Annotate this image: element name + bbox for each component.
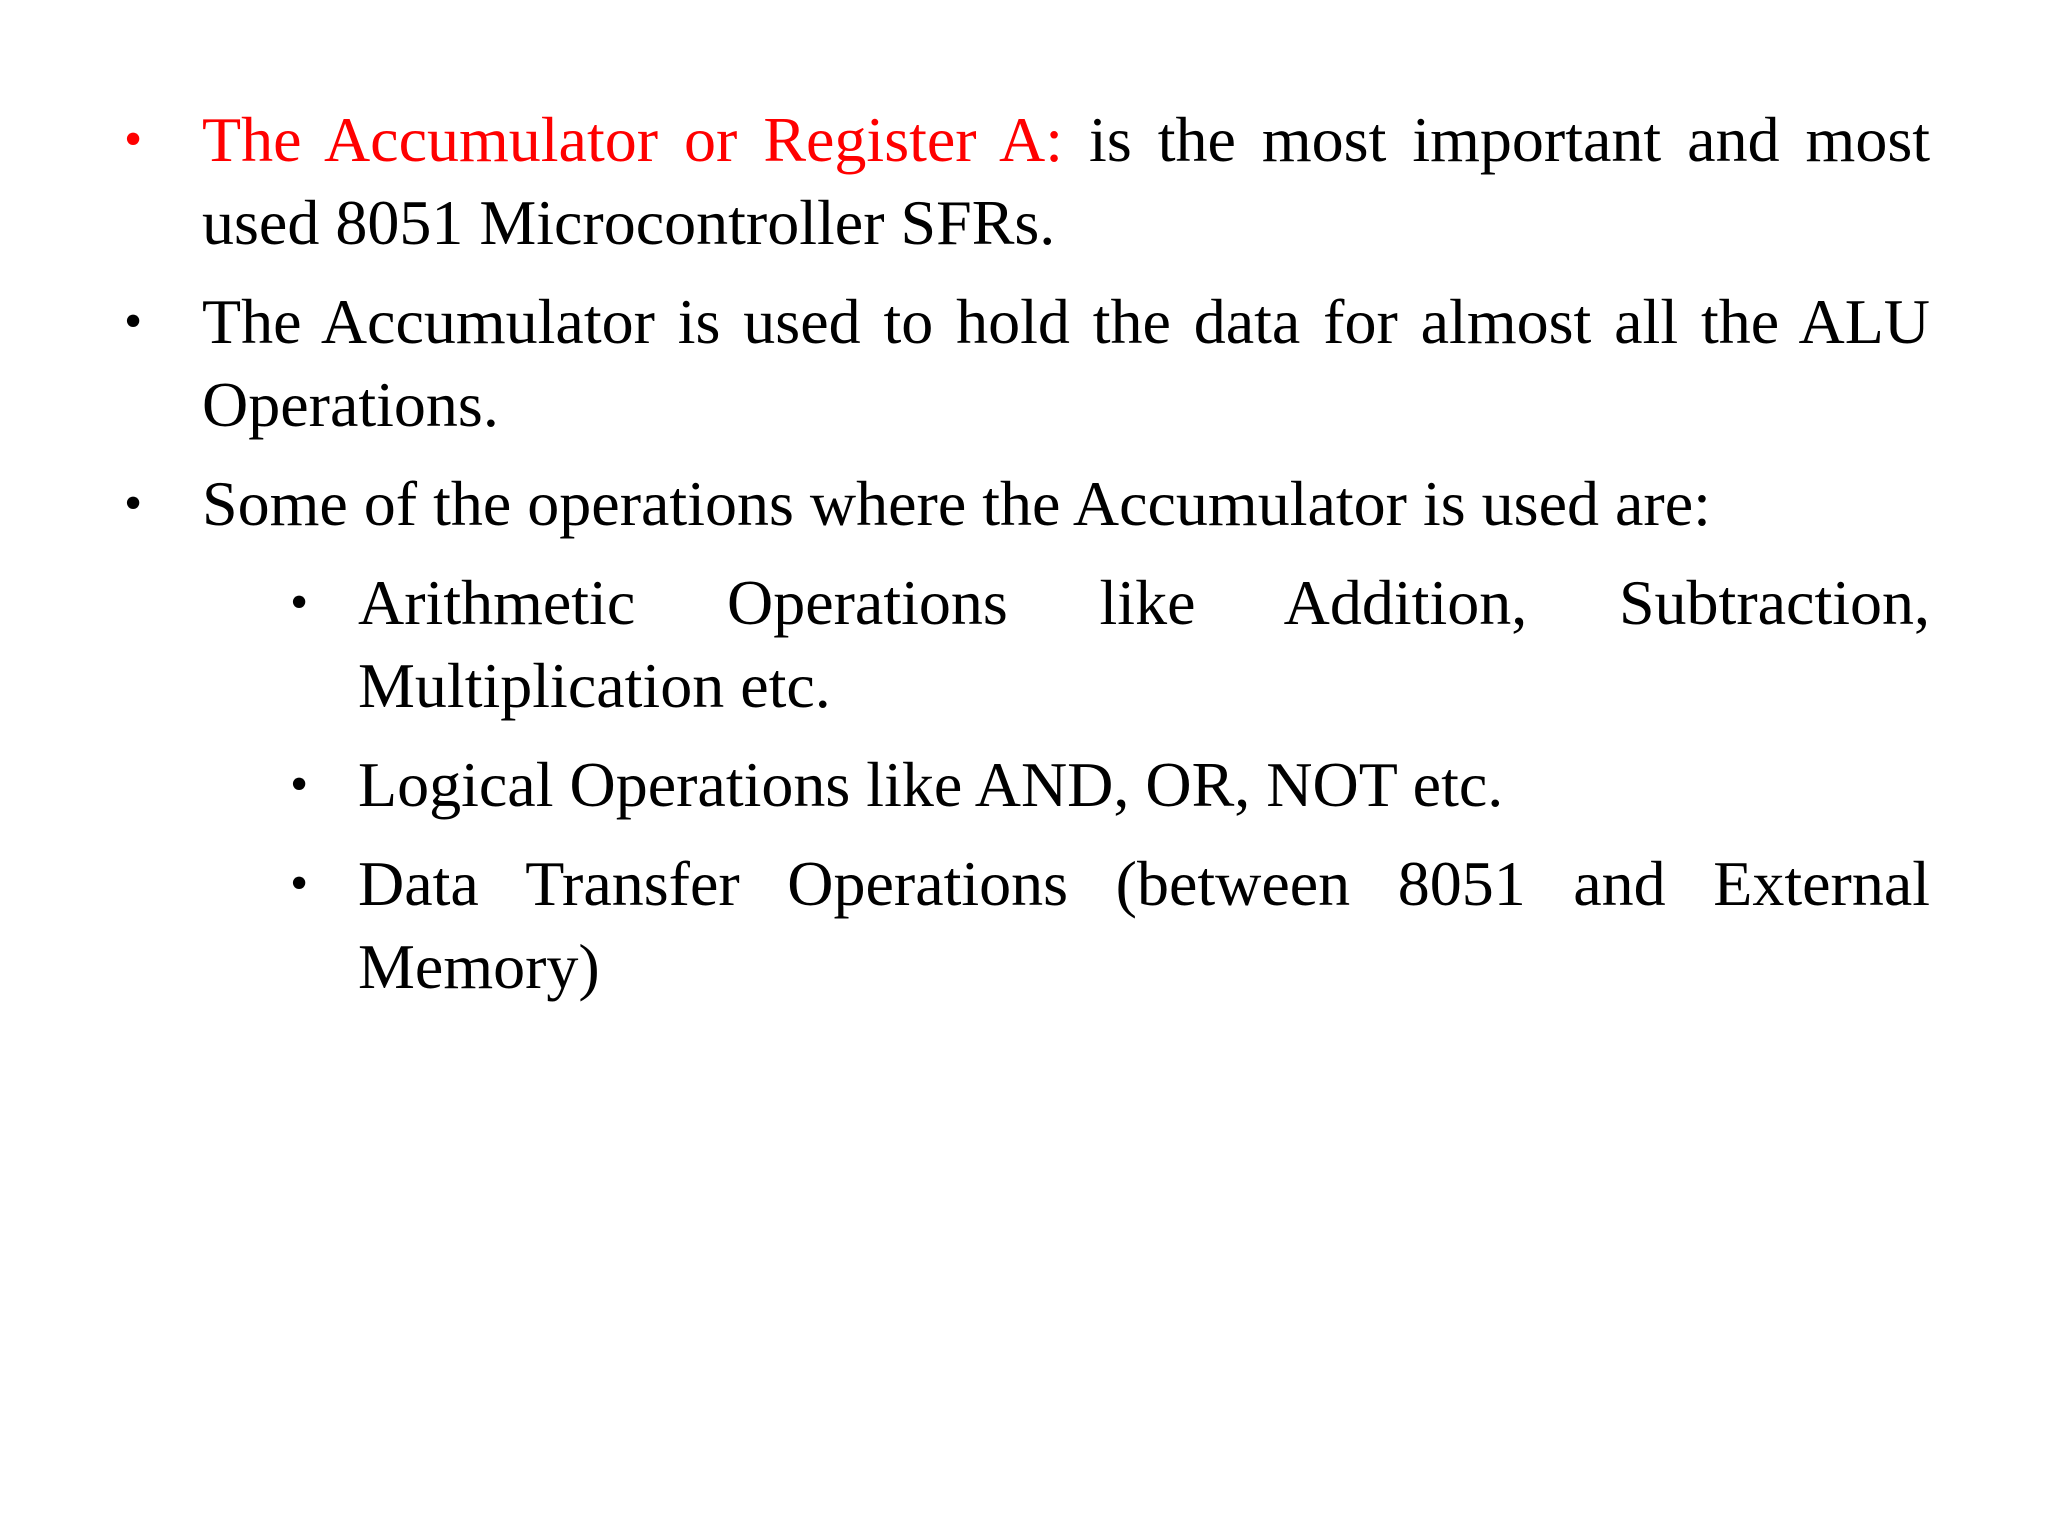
bullet-dot-icon: • bbox=[290, 756, 309, 813]
sub-bullet-logical bbox=[118, 743, 1930, 826]
bullet-dot-icon: • bbox=[124, 475, 143, 532]
bullet-item-accumulator-alu bbox=[118, 280, 1930, 446]
bullet-item-accumulator-definition bbox=[118, 98, 1930, 264]
bullet-dot-icon: • bbox=[290, 574, 309, 631]
bullet-text: is the most important and most used 8051 Microcontroller SFRs. bbox=[202, 104, 1931, 258]
bullet-text: The Accumulator is used to hold the data for almost all the ALU Operations. bbox=[202, 286, 1930, 440]
sub-bullet-arithmetic bbox=[118, 561, 1930, 727]
bullet-text: Arithmetic Operations like Addition, Subtraction, Multiplication etc. bbox=[358, 567, 1930, 721]
highlight-term: The Accumulator or Register A: bbox=[202, 104, 1064, 175]
bullet-dot-icon: • bbox=[124, 111, 143, 168]
bullet-text: Some of the operations where the Accumulator is used are: bbox=[202, 468, 1711, 539]
bullet-text: Logical Operations like AND, OR, NOT etc. bbox=[358, 749, 1504, 820]
bullet-text: Data Transfer Operations (between 8051 and External Memory) bbox=[358, 848, 1930, 1002]
sub-bullet-data-transfer bbox=[118, 842, 1930, 1008]
bullet-dot-icon: • bbox=[124, 293, 143, 350]
bullet-item-operations-intro bbox=[118, 462, 1930, 545]
bullet-list bbox=[118, 98, 1930, 1024]
bullet-dot-icon: • bbox=[290, 855, 309, 912]
